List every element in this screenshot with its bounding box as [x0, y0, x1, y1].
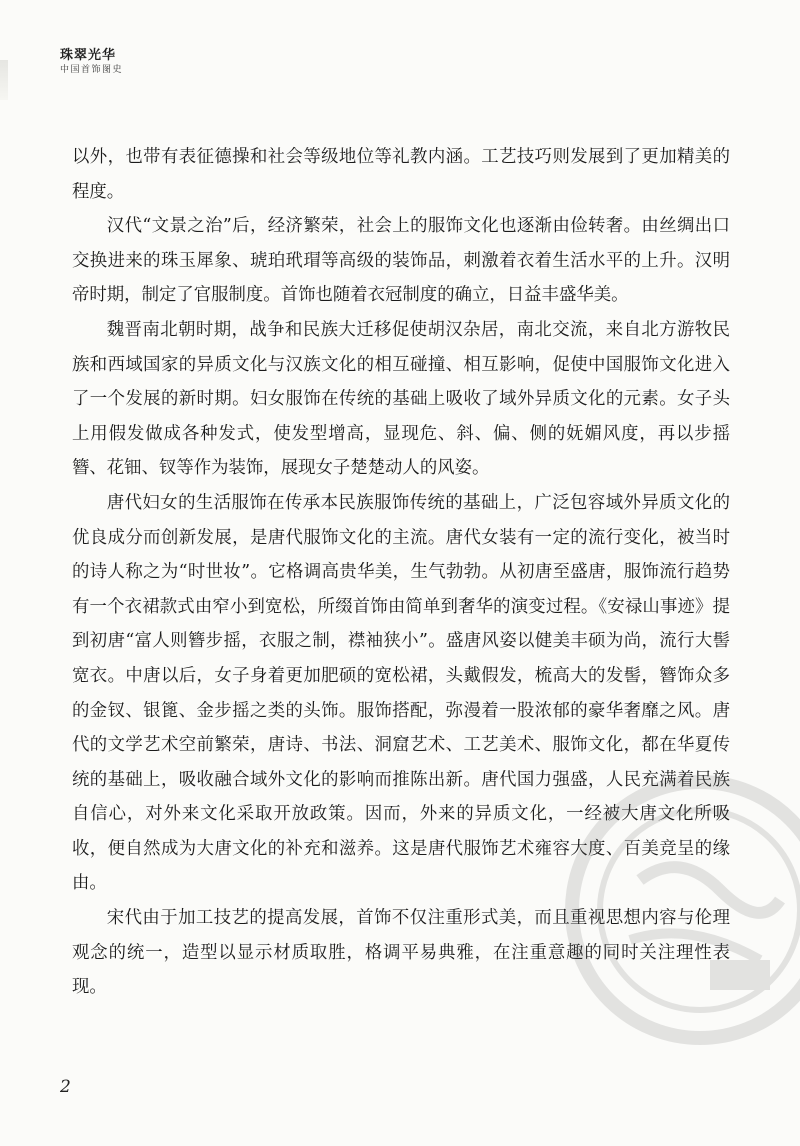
paragraph-2: 汉代“文景之治”后，经济繁荣，社会上的服饰文化也逐渐由俭转奢。由丝绸出口交换进来的珠玉犀象、琥珀玳瑁等高级的装饰品，刺激着衣着生活水平的上升。汉明帝时期，制定了官服制度。首饰也随着衣冠制度的确立，日益丰盛华美。	[72, 216, 730, 306]
paragraph-4: 唐代妇女的生活服饰在传承本民族服饰传统的基础上，广泛包容域外异质文化的优良成分而创新发展，是唐代服饰文化的主流。唐代女装有一定的流行变化，被当时的诗人称之为“时世妆”。它格调高贵华美，生气勃勃。从初唐至盛唐，服饰流行趋势有一个衣裙款式由窄小到宽松，所缀首饰由简单到奢华的演变过程。《安禄山事迹》提到初唐“富人则簪步摇，衣服之制，襟袖狭小”。盛唐风姿以健美丰硕为尚，流行大髻宽衣。中唐以后，女子身着更加肥硕的宽松裙，头戴假发，梳高大的发髻，簪饰众多的金钗、银篦、金步摇之类的头饰。服饰搭配，弥漫着一股浓郁的豪华奢靡之风。唐代的文学艺术空前繁荣，唐诗、书法、洞窟艺术、工艺美术、服饰文化，都在华夏传统的基础上，吸收融合域外文化的影响而推陈出新。唐代国力强盛，人民充满着民族自信心，对外来文化采取开放政策。因而，外来的异质文化，一经被大唐文化所吸收，便自然成为大唐文化的补充和滋养。这是唐代服饰艺术雍容大度、百美竞呈的缘由。	[72, 492, 730, 894]
paragraph-3: 魏晋南北朝时期，战争和民族大迁移促使胡汉杂居，南北交流，来自北方游牧民族和西域国家的异质文化与汉族文化的相互碰撞、相互影响，促使中国服饰文化进入了一个发展的新时期。妇女服饰在传统的基础上吸收了域外异质文化的元素。女子头上用假发做成各种发式，使发型增高，显现危、斜、偏、侧的妩媚风度，再以步摇簪、花钿、钗等作为装饰，展现女子楚楚动人的风姿。	[72, 319, 730, 479]
scan-edge-mark	[0, 60, 8, 100]
book-title: 珠翠光华	[60, 48, 117, 63]
page-number: 2	[60, 1077, 71, 1097]
paragraph-5: 宋代由于加工技艺的提高发展，首饰不仅注重形式美，而且重视思想内容与伦理观念的统一，造型以显示材质取胜，格调平易典雅，在注重意趣的同时关注理性表现。	[72, 908, 730, 998]
paragraph-1: 以外，也带有表征德操和社会等级地位等礼教内涵。工艺技巧则发展到了更加精美的程度。	[72, 147, 730, 202]
book-subtitle: 中国首饰图史	[60, 65, 124, 75]
running-head	[60, 48, 123, 76]
body-text	[72, 140, 730, 1005]
